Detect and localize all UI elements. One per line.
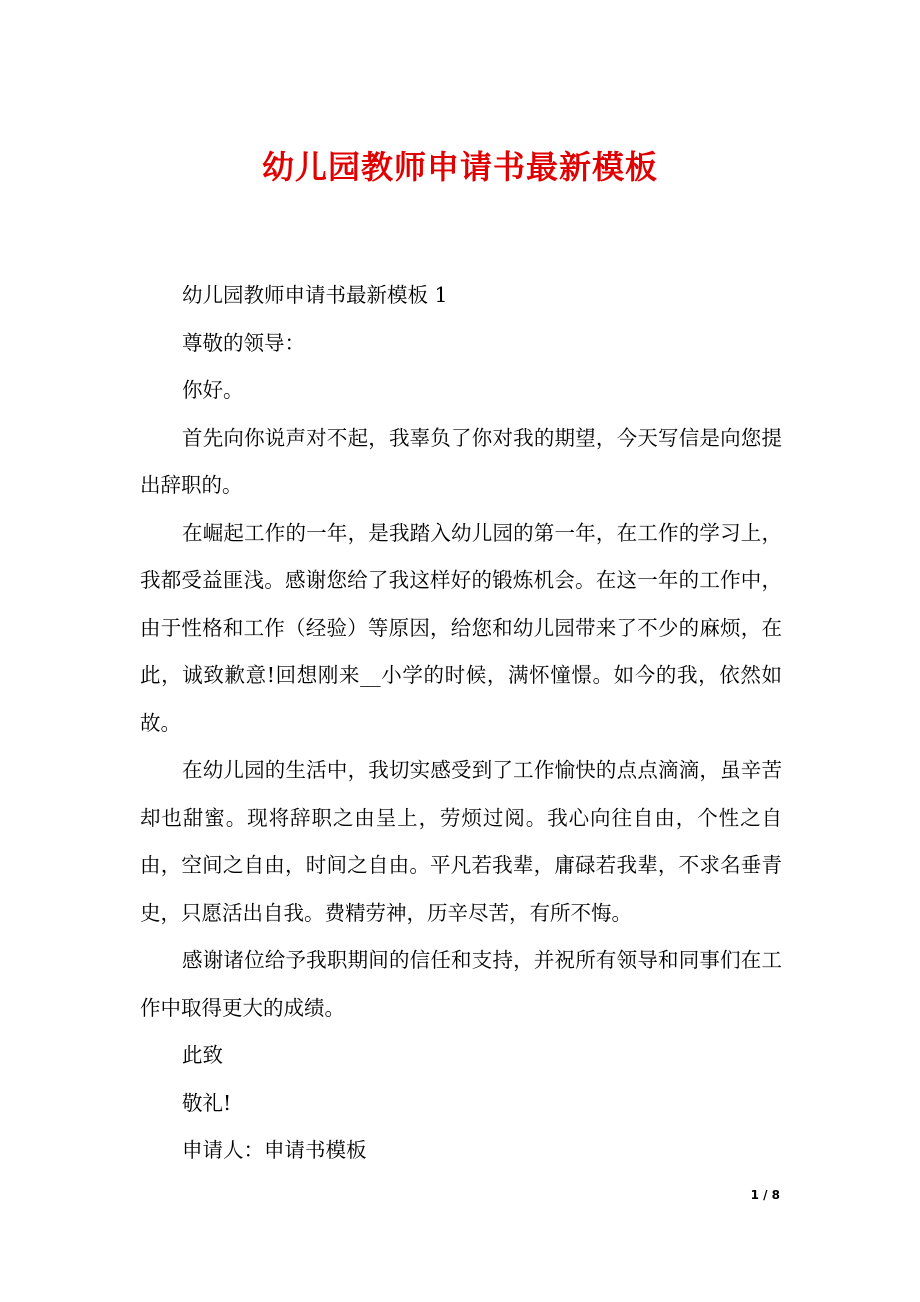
paragraph-regards: 敬礼! — [182, 1090, 232, 1115]
paragraph-applicant: 申请人：申请书模板 — [182, 1138, 367, 1162]
paragraph-greeting: 你好。 — [182, 378, 244, 402]
paragraph-life: 在幼儿园的生活中，我切实感受到了工作愉快的点点滴滴，虽辛苦却也甜蜜。现将辞职之由呈上，劳烦过阅。我心向往自由，个性之自由，空间之自由，时间之自由。平凡若我辈，庸碌若我辈，不求名垂青史，只愿活出自我。费精劳神，历辛尽苦，有所不悔。 — [140, 758, 782, 925]
paragraph-closing: 此致 — [182, 1043, 223, 1067]
paragraph-heading: 幼儿园教师申请书最新模板 1 — [182, 283, 448, 307]
page-number: 1 / 8 — [750, 1188, 780, 1202]
paragraph-apology: 首先向你说声对不起，我辜负了你对我的期望，今天写信是向您提出辞职的。 — [140, 425, 782, 497]
paragraph-salutation: 尊敬的领导： — [182, 330, 305, 355]
document-title: 幼儿园教师申请书最新模板 — [261, 148, 658, 186]
document-body — [140, 272, 782, 1175]
paragraph-thanks: 感谢诸位给予我职期间的信任和支持，并祝所有领导和同事们在工作中取得更大的成绩。 — [140, 948, 782, 1020]
paragraph-work-year: 在崛起工作的一年，是我踏入幼儿园的第一年，在工作的学习上，我都受益匪浅。感谢您给了我这样好的锻炼机会。在这一年的工作中，由于性格和工作（经验）等原因，给您和幼儿园带来了不少的麻烦，在此，诚致歉意!回想刚来__小学的时候，满怀憧憬。如今的我，依然如故。 — [140, 520, 782, 735]
